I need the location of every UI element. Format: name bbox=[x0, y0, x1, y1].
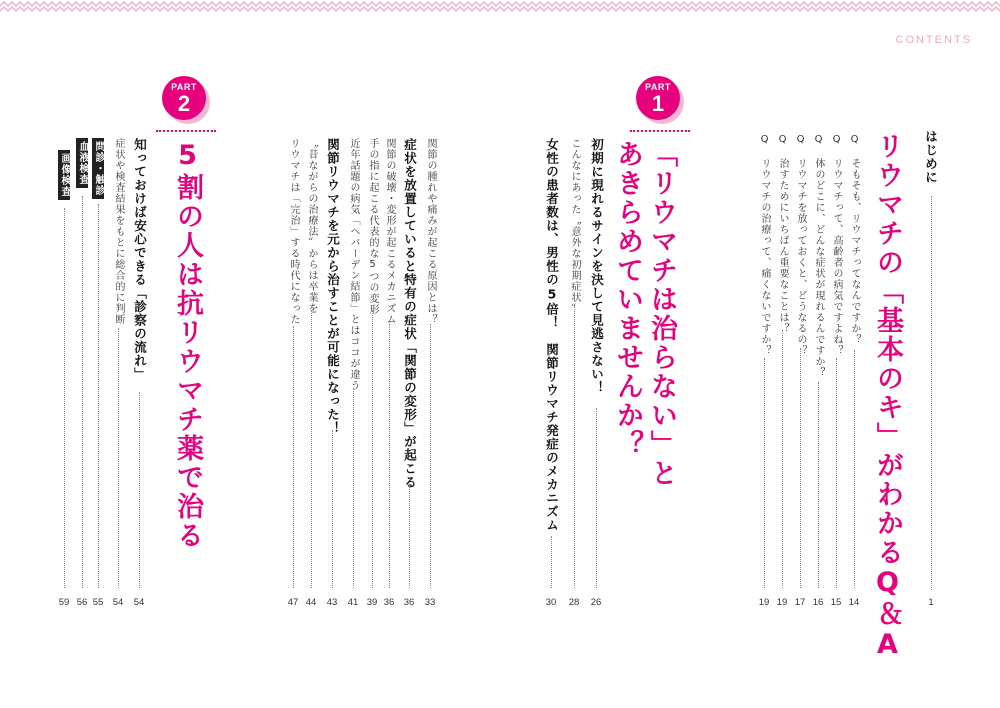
basics-leader-4 bbox=[800, 348, 801, 588]
part2-leader-7 bbox=[311, 310, 312, 588]
part1-badge-circle bbox=[636, 76, 680, 120]
basics-item-5[interactable]: Q 治すためにいちばん重要なことは？ bbox=[777, 134, 788, 334]
basics-page-1: 14 bbox=[848, 597, 860, 608]
part2-badge-word: PART bbox=[171, 82, 197, 92]
basics-page-5: 19 bbox=[776, 597, 788, 608]
tag-imaging-test[interactable]: 画像検査 bbox=[58, 150, 70, 200]
part2-item-9[interactable]: 知っておけば安心できる「診察の流れ」 bbox=[132, 138, 148, 381]
part2-item-3[interactable]: 関節の破壊・変形が起こるメカニズム bbox=[384, 138, 395, 325]
basics-item-6[interactable]: Q リウマチの治療って、痛くないですか？ bbox=[759, 134, 770, 356]
basics-page-2: 15 bbox=[830, 597, 842, 608]
basics-item-4[interactable]: Q リウマチを放っておくと、どうなるの？ bbox=[795, 134, 806, 356]
part1-heading-line1: 「リウマチは治らない」と bbox=[646, 140, 677, 488]
part2-page-7: 44 bbox=[305, 597, 317, 608]
basics-page-6: 19 bbox=[758, 597, 770, 608]
part2-badge-number: 2 bbox=[177, 91, 191, 116]
part1-page-1: 26 bbox=[590, 597, 602, 608]
part2-item-10[interactable]: 症状や検査結果をもとに総合的に判断 bbox=[113, 138, 124, 325]
part2-leader-11 bbox=[98, 204, 99, 588]
part2-leader-1 bbox=[430, 324, 431, 588]
basics-leader-1 bbox=[854, 350, 855, 588]
intro-label[interactable]: はじめに bbox=[923, 130, 939, 184]
basics-heading: リウマチの「基本のキ」がわかるQ＆A bbox=[872, 132, 903, 662]
part1-leader-3 bbox=[551, 536, 552, 588]
part2-heading: 5割の人は抗リウマチ薬で治る bbox=[172, 140, 203, 550]
part2-item-7[interactable]: 〝昔ながらの治療法〟からは卒業を bbox=[306, 138, 317, 314]
part1-leader-1 bbox=[596, 408, 597, 588]
part2-leader-3 bbox=[389, 324, 390, 588]
part2-item-6[interactable]: 関節リウマチを元から治すことが可能になった！ bbox=[325, 138, 341, 435]
part2-leader-12 bbox=[82, 196, 83, 588]
basics-leader-5 bbox=[782, 330, 783, 588]
part2-leader-4 bbox=[372, 310, 373, 588]
basics-item-2[interactable]: Q リウマチって、高齢者の病気ですよね？ bbox=[831, 134, 842, 356]
part2-page-11: 55 bbox=[92, 597, 104, 608]
part2-badge-circle bbox=[162, 76, 206, 120]
basics-item-1[interactable]: Q そもそも、リウマチってなんですか？ bbox=[849, 134, 860, 345]
part2-page-4: 39 bbox=[366, 597, 378, 608]
part2-page-3: 36 bbox=[383, 597, 395, 608]
basics-leader-2 bbox=[836, 358, 837, 588]
part2-page-1: 33 bbox=[424, 597, 436, 608]
part1-leader-2 bbox=[574, 306, 575, 588]
part1-badge-word: PART bbox=[645, 82, 671, 92]
part2-page-8: 47 bbox=[287, 597, 299, 608]
part2-item-1[interactable]: 関節の腫れや痛みが起こる原因とは？ bbox=[425, 138, 436, 325]
part2-badge bbox=[162, 76, 210, 124]
tag-blood-test[interactable]: 血液検査 bbox=[76, 138, 88, 188]
part2-leader-5 bbox=[353, 388, 354, 588]
part2-item-5[interactable]: 近年話題の病気「ヘバーデン結節」とはココが違う bbox=[348, 138, 359, 391]
part2-item-2[interactable]: 症状を放置していると特有の症状「関節の変形」が起こる bbox=[402, 138, 418, 489]
part1-page-3: 30 bbox=[545, 597, 557, 608]
basics-leader-3 bbox=[818, 382, 819, 588]
part1-badge bbox=[636, 76, 684, 124]
basics-leader-6 bbox=[764, 358, 765, 588]
basics-page-4: 17 bbox=[794, 597, 806, 608]
basics-page-3: 16 bbox=[812, 597, 824, 608]
basics-item-3[interactable]: Q 体のどこに、どんな症状が現れるんですか？ bbox=[813, 134, 824, 378]
part2-leader-9 bbox=[139, 392, 140, 588]
part2-page-10: 54 bbox=[112, 597, 124, 608]
part2-page-12: 56 bbox=[76, 597, 88, 608]
part2-leader-8 bbox=[293, 326, 294, 588]
part1-heading-line2: あきらめていませんか？ bbox=[612, 140, 643, 459]
part1-item-1[interactable]: 初期に現れるサインを決して見逃さない！ bbox=[589, 138, 605, 395]
part2-page-13: 59 bbox=[58, 597, 70, 608]
part2-leader-10 bbox=[118, 328, 119, 588]
part2-page-6: 43 bbox=[326, 597, 338, 608]
part1-dash-rule bbox=[630, 130, 690, 132]
intro-leader bbox=[931, 196, 932, 590]
part2-page-2: 36 bbox=[403, 597, 415, 608]
part2-leader-13 bbox=[64, 208, 65, 588]
part2-leader-6 bbox=[332, 430, 333, 588]
part2-leader-2 bbox=[409, 486, 410, 588]
part1-item-2[interactable]: こんなにあった〝意外な初期症状〟 bbox=[569, 138, 580, 314]
tag-interview-palpation[interactable]: 問診・触診 bbox=[92, 138, 104, 199]
part2-item-8[interactable]: リウマチは「完治」する時代になった bbox=[288, 138, 299, 325]
part1-item-3[interactable]: 女性の患者数は、男性の5倍！ 関節リウマチ発症のメカニズム bbox=[544, 138, 560, 532]
top-zigzag-border bbox=[0, 0, 1000, 14]
part2-page-5: 41 bbox=[347, 597, 359, 608]
part2-dash-rule bbox=[156, 130, 216, 132]
part1-page-2: 28 bbox=[568, 597, 580, 608]
part1-badge-number: 1 bbox=[651, 91, 665, 116]
part2-page-9: 54 bbox=[133, 597, 145, 608]
part2-item-4[interactable]: 手の指に起こる代表的な5つの変形 bbox=[367, 138, 378, 315]
contents-label: CONTENTS bbox=[895, 34, 972, 46]
intro-page-number: 1 bbox=[928, 597, 934, 608]
